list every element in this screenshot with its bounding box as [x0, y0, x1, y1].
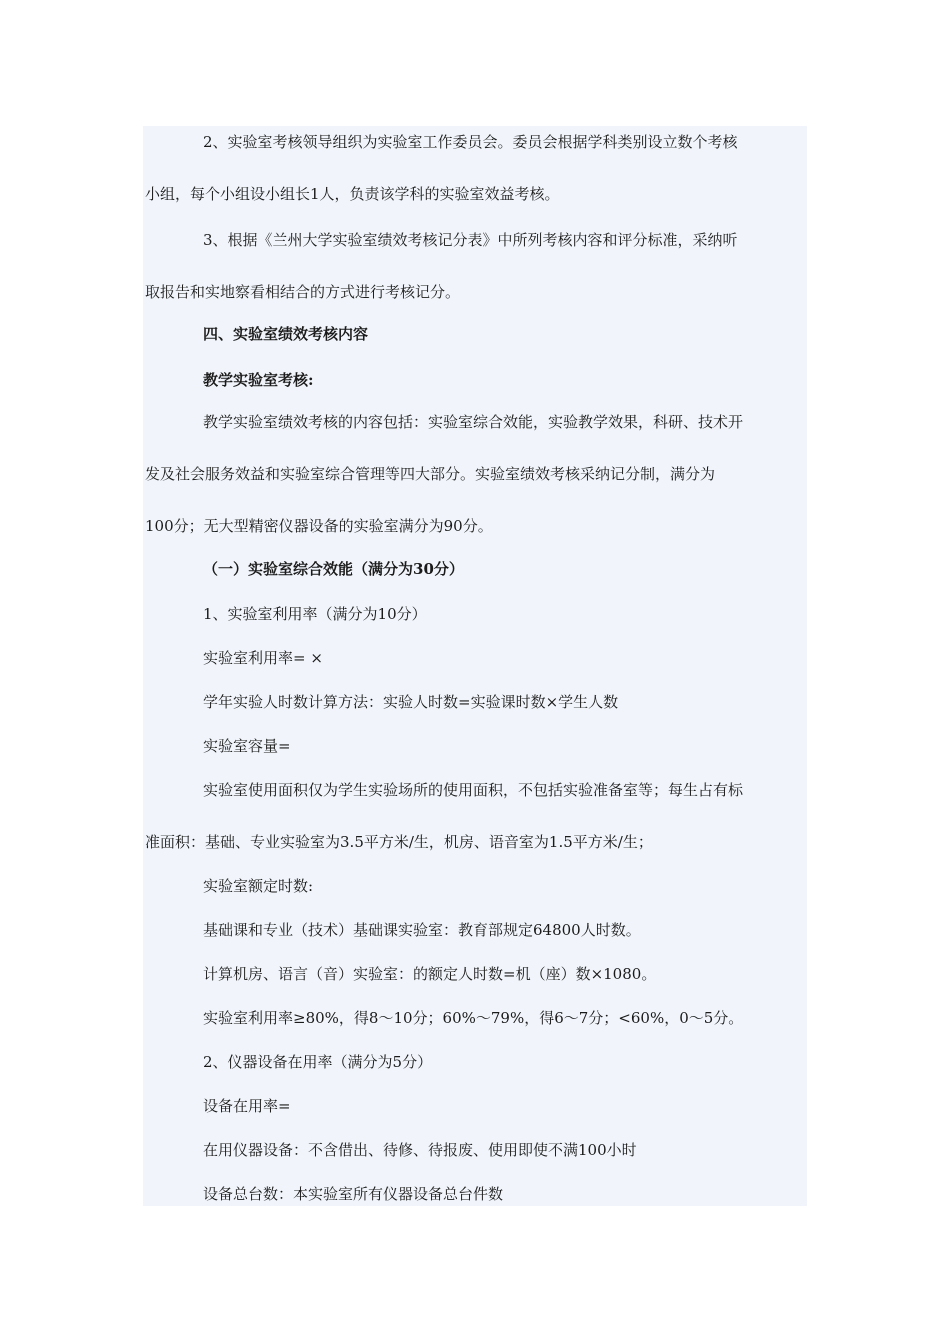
section-heading-4: 四、实验室绩效考核内容 — [203, 325, 369, 343]
paragraph-line-2: 小组，每个小组设小组长1人，负责该学科的实验室效益考核。 — [145, 185, 560, 203]
paragraph-line-7: 教学实验室绩效考核的内容包括：实验室综合效能，实验教学效果，科研、技术开 — [203, 413, 744, 431]
paragraph-line-16: 准面积：基础、专业实验室为3.5平方米/生，机房、语音室为1.5平方米/生； — [145, 833, 653, 851]
paragraph-line-18: 基础课和专业（技术）基础课实验室：教育部规定64800人时数。 — [203, 921, 641, 939]
paragraph-line-23: 在用仪器设备：不含借出、待修、待报废、使用即使不满100小时 — [203, 1141, 637, 1159]
paragraph-line-15: 实验室使用面积仅为学生实验场所的使用面积，不包括实验准备室等；每生占有标 — [203, 781, 744, 799]
formula-utilization: 实验室利用率= × — [203, 649, 323, 667]
paragraph-line-3: 3、根据《兰州大学实验室绩效考核记分表》中所列考核内容和评分标准，采纳听 — [203, 231, 738, 249]
item-heading-equipment-usage: 2、仪器设备在用率（满分为5分） — [203, 1053, 433, 1071]
paragraph-line-17: 实验室额定时数: — [203, 877, 314, 895]
subsection-heading-teaching-lab: 教学实验室考核: — [203, 371, 314, 389]
section-heading-comprehensive-efficiency: （一）实验室综合效能（满分为30分） — [203, 560, 464, 578]
item-heading-utilization: 1、实验室利用率（满分为10分） — [203, 605, 427, 623]
paragraph-line-20: 实验室利用率≥80%，得8～10分；60%～79%，得6～7分；<60%，0～5分。 — [203, 1009, 744, 1027]
formula-capacity: 实验室容量= — [203, 737, 291, 755]
paragraph-line-19: 计算机房、语言（音）实验室：的额定人时数=机（座）数×1080。 — [203, 965, 657, 983]
paragraph-line-8: 发及社会服务效益和实验室综合管理等四大部分。实验室绩效考核采纳记分制，满分为 — [145, 465, 716, 483]
formula-equipment-usage: 设备在用率= — [203, 1097, 291, 1115]
paragraph-line-24: 设备总台数：本实验室所有仪器设备总台件数 — [203, 1185, 504, 1203]
paragraph-line-9: 100分；无大型精密仪器设备的实验室满分为90分。 — [145, 517, 493, 535]
paragraph-line-1: 2、实验室考核领导组织为实验室工作委员会。委员会根据学科类别设立数个考核 — [203, 133, 738, 151]
paragraph-line-4: 取报告和实地察看相结合的方式进行考核记分。 — [145, 283, 461, 301]
paragraph-line-13: 学年实验人时数计算方法：实验人时数=实验课时数×学生人数 — [203, 693, 619, 711]
